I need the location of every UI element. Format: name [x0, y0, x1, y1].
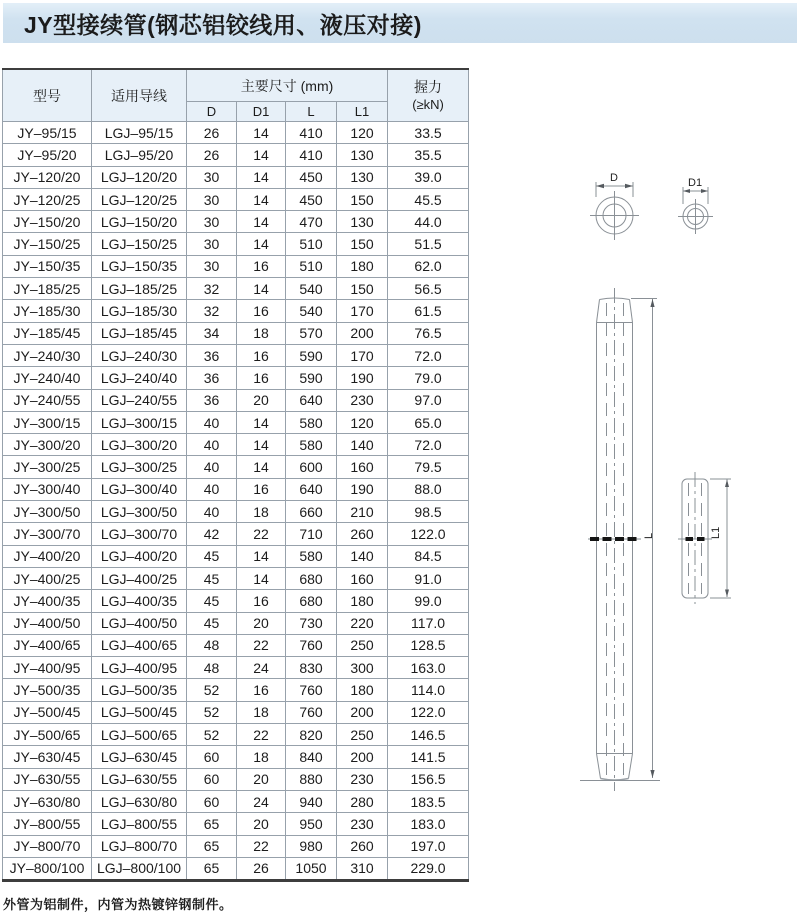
table-cell: 45 — [187, 545, 237, 567]
table-cell: 26 — [187, 122, 237, 144]
table-cell: 183.5 — [388, 790, 469, 812]
table-cell: 410 — [286, 122, 337, 144]
table-cell: LGJ–630/45 — [92, 746, 187, 768]
header-dim-l: L — [286, 102, 337, 122]
table-cell: 32 — [187, 300, 237, 322]
table-cell: 122.0 — [388, 701, 469, 723]
table-row — [3, 634, 469, 656]
label-l1: L1 — [710, 526, 722, 539]
table-cell: 36 — [187, 344, 237, 366]
header-dim-d: D — [187, 102, 237, 122]
table-cell: LGJ–500/65 — [92, 724, 187, 746]
table-cell: JY–120/20 — [3, 166, 92, 188]
table-cell: 980 — [286, 835, 337, 857]
table-row — [3, 679, 469, 701]
table-cell: 14 — [237, 144, 286, 166]
table-row — [3, 590, 469, 612]
table-cell: JY–400/25 — [3, 567, 92, 589]
table-cell: JY–300/15 — [3, 411, 92, 433]
table-cell: LGJ–400/35 — [92, 590, 187, 612]
table-cell: 65 — [187, 835, 237, 857]
table-row — [3, 857, 469, 880]
table-cell: LGJ–400/25 — [92, 567, 187, 589]
table-cell: 30 — [187, 166, 237, 188]
table-row — [3, 746, 469, 768]
table-cell: LGJ–500/45 — [92, 701, 187, 723]
footer-note: 外管为铝制件，内管为热镀锌钢制件。 — [3, 897, 233, 912]
table-cell: 97.0 — [388, 389, 469, 411]
table-cell: 40 — [187, 411, 237, 433]
table-cell: 170 — [337, 344, 388, 366]
table-cell: 52 — [187, 724, 237, 746]
table-row — [3, 122, 469, 144]
table-row — [3, 456, 469, 478]
table-cell: LGJ–150/35 — [92, 255, 187, 277]
table-cell: 14 — [237, 456, 286, 478]
table-cell: LGJ–300/40 — [92, 478, 187, 500]
table-cell: 310 — [337, 857, 388, 880]
table-cell: 114.0 — [388, 679, 469, 701]
table-cell: LGJ–185/25 — [92, 278, 187, 300]
table-cell: 32 — [187, 278, 237, 300]
table-cell: 33.5 — [388, 122, 469, 144]
table-cell: 45.5 — [388, 188, 469, 210]
table-row — [3, 188, 469, 210]
table-cell: 197.0 — [388, 835, 469, 857]
table-cell: JY–400/50 — [3, 612, 92, 634]
table-cell: 450 — [286, 166, 337, 188]
table-cell: 150 — [337, 233, 388, 255]
table-cell: 250 — [337, 724, 388, 746]
table-cell: 22 — [237, 835, 286, 857]
table-cell: 760 — [286, 701, 337, 723]
table-cell: 18 — [237, 746, 286, 768]
table-cell: 60 — [187, 790, 237, 812]
table-cell: LGJ–800/100 — [92, 857, 187, 880]
label-l: L — [643, 532, 655, 539]
table-cell: LGJ–95/15 — [92, 122, 187, 144]
table-cell: LGJ–120/20 — [92, 166, 187, 188]
table-cell: 20 — [237, 768, 286, 790]
table-cell: 260 — [337, 523, 388, 545]
table-cell: LGJ–240/30 — [92, 344, 187, 366]
header-dim-l1: L1 — [337, 102, 388, 122]
table-cell: LGJ–800/70 — [92, 835, 187, 857]
table-cell: 150 — [337, 278, 388, 300]
cross-section-d1-drawing — [678, 177, 713, 234]
table-cell: JY–95/15 — [3, 122, 92, 144]
table-cell: 410 — [286, 144, 337, 166]
table-cell: 14 — [237, 434, 286, 456]
table-cell: 163.0 — [388, 657, 469, 679]
header-conductor: 适用导线 — [92, 69, 187, 122]
table-cell: 840 — [286, 746, 337, 768]
page-title: JY型接续管(钢芯铝铰线用、液压对接) — [24, 11, 422, 38]
table-cell: 36 — [187, 367, 237, 389]
table-cell: 200 — [337, 701, 388, 723]
table-cell: 880 — [286, 768, 337, 790]
table-cell: 250 — [337, 634, 388, 656]
header-grip-line1: 握力 — [414, 78, 443, 95]
table-cell: 120 — [337, 411, 388, 433]
table-cell: JY–240/40 — [3, 367, 92, 389]
table-cell: 40 — [187, 434, 237, 456]
table-cell: JY–240/55 — [3, 389, 92, 411]
table-cell: 24 — [237, 790, 286, 812]
table-cell: 180 — [337, 679, 388, 701]
technical-drawing — [555, 150, 765, 811]
table-cell: JY–800/100 — [3, 857, 92, 880]
table-cell: 48 — [187, 657, 237, 679]
table-cell: 42 — [187, 523, 237, 545]
table-cell: 200 — [337, 322, 388, 344]
table-cell: JY–120/25 — [3, 188, 92, 210]
table-cell: 22 — [237, 724, 286, 746]
table-cell: 91.0 — [388, 567, 469, 589]
table-row — [3, 278, 469, 300]
table-cell: JY–500/35 — [3, 679, 92, 701]
table-cell: 510 — [286, 233, 337, 255]
table-cell: 730 — [286, 612, 337, 634]
table-row — [3, 657, 469, 679]
table-cell: 590 — [286, 367, 337, 389]
table-cell: JY–630/80 — [3, 790, 92, 812]
table-cell: 35.5 — [388, 144, 469, 166]
table-cell: 190 — [337, 367, 388, 389]
table-cell: LGJ–240/40 — [92, 367, 187, 389]
table-cell: JY–400/65 — [3, 634, 92, 656]
table-header — [3, 69, 469, 122]
table-row — [3, 300, 469, 322]
table-cell: 16 — [237, 367, 286, 389]
table-cell: 230 — [337, 813, 388, 835]
table-cell: JY–150/20 — [3, 211, 92, 233]
table-cell: JY–800/70 — [3, 835, 92, 857]
table-cell: LGJ–630/80 — [92, 790, 187, 812]
table-cell: 14 — [237, 567, 286, 589]
table-cell: 510 — [286, 255, 337, 277]
table-cell: 22 — [237, 634, 286, 656]
header-dim-d1: D1 — [237, 102, 286, 122]
table-cell: 220 — [337, 612, 388, 634]
table-cell: JY–300/40 — [3, 478, 92, 500]
table-cell: LGJ–300/25 — [92, 456, 187, 478]
table-cell: 760 — [286, 679, 337, 701]
table-row — [3, 813, 469, 835]
table-cell: 30 — [187, 255, 237, 277]
table-row — [3, 701, 469, 723]
table-cell: 79.5 — [388, 456, 469, 478]
table-cell: 79.0 — [388, 367, 469, 389]
table-cell: LGJ–300/50 — [92, 501, 187, 523]
table-cell: 130 — [337, 211, 388, 233]
table-cell: 16 — [237, 255, 286, 277]
table-cell: 34 — [187, 322, 237, 344]
cross-section-d-drawing — [590, 172, 639, 240]
table-cell: 580 — [286, 411, 337, 433]
table-cell: 1050 — [286, 857, 337, 880]
table-row — [3, 322, 469, 344]
table-cell: 24 — [237, 657, 286, 679]
table-cell: 16 — [237, 679, 286, 701]
spec-table — [2, 68, 469, 882]
table-row — [3, 233, 469, 255]
table-cell: 450 — [286, 188, 337, 210]
table-cell: JY–400/20 — [3, 545, 92, 567]
table-cell: LGJ–300/20 — [92, 434, 187, 456]
table-cell: 229.0 — [388, 857, 469, 880]
table-cell: LGJ–400/20 — [92, 545, 187, 567]
table-cell: 22 — [237, 523, 286, 545]
table-cell: 18 — [237, 701, 286, 723]
table-cell: 45 — [187, 612, 237, 634]
table-cell: 590 — [286, 344, 337, 366]
table-cell: 600 — [286, 456, 337, 478]
table-cell: JY–300/50 — [3, 501, 92, 523]
table-cell: JY–500/45 — [3, 701, 92, 723]
table-cell: 20 — [237, 612, 286, 634]
table-cell: JY–300/70 — [3, 523, 92, 545]
table-row — [3, 835, 469, 857]
table-cell: 190 — [337, 478, 388, 500]
table-row — [3, 344, 469, 366]
table-cell: 18 — [237, 322, 286, 344]
table-cell: LGJ–95/20 — [92, 144, 187, 166]
table-cell: 128.5 — [388, 634, 469, 656]
table-cell: JY–185/25 — [3, 278, 92, 300]
table-cell: 140 — [337, 545, 388, 567]
table-cell: 117.0 — [388, 612, 469, 634]
table-body — [3, 122, 469, 881]
table-cell: LGJ–300/15 — [92, 411, 187, 433]
table-cell: 40 — [187, 501, 237, 523]
table-cell: 122.0 — [388, 523, 469, 545]
title-bar — [3, 3, 797, 43]
table-cell: 18 — [237, 501, 286, 523]
table-cell: 14 — [237, 411, 286, 433]
table-cell: 760 — [286, 634, 337, 656]
table-cell: JY–800/55 — [3, 813, 92, 835]
table-row — [3, 768, 469, 790]
table-cell: 160 — [337, 567, 388, 589]
table-cell: 72.0 — [388, 344, 469, 366]
table-cell: LGJ–120/25 — [92, 188, 187, 210]
table-cell: 16 — [237, 300, 286, 322]
table-cell: 210 — [337, 501, 388, 523]
table-row — [3, 367, 469, 389]
table-cell: 40 — [187, 478, 237, 500]
table-cell: 180 — [337, 590, 388, 612]
table-cell: 200 — [337, 746, 388, 768]
table-cell: 52 — [187, 679, 237, 701]
table-cell: LGJ–300/70 — [92, 523, 187, 545]
table-row — [3, 434, 469, 456]
table-cell: LGJ–630/55 — [92, 768, 187, 790]
table-cell: 14 — [237, 545, 286, 567]
table-cell: JY–95/20 — [3, 144, 92, 166]
table-cell: JY–185/45 — [3, 322, 92, 344]
table-row — [3, 501, 469, 523]
table-cell: 52 — [187, 701, 237, 723]
table-cell: 99.0 — [388, 590, 469, 612]
table-row — [3, 724, 469, 746]
table-cell: 680 — [286, 567, 337, 589]
table-cell: 940 — [286, 790, 337, 812]
header-grip-force — [388, 69, 469, 122]
table-cell: LGJ–150/25 — [92, 233, 187, 255]
table-cell: 30 — [187, 211, 237, 233]
table-cell: 88.0 — [388, 478, 469, 500]
table-cell: 36 — [187, 389, 237, 411]
table-cell: 39.0 — [388, 166, 469, 188]
table-cell: 140 — [337, 434, 388, 456]
table-cell: 710 — [286, 523, 337, 545]
table-cell: 62.0 — [388, 255, 469, 277]
table-cell: 84.5 — [388, 545, 469, 567]
table-cell: 14 — [237, 188, 286, 210]
table-cell: 26 — [237, 857, 286, 880]
table-cell: 65 — [187, 813, 237, 835]
table-row — [3, 545, 469, 567]
table-cell: 51.5 — [388, 233, 469, 255]
table-cell: 72.0 — [388, 434, 469, 456]
table-cell: 150 — [337, 188, 388, 210]
table-cell: LGJ–185/30 — [92, 300, 187, 322]
table-cell: LGJ–240/55 — [92, 389, 187, 411]
table-row — [3, 567, 469, 589]
table-cell: 146.5 — [388, 724, 469, 746]
table-cell: JY–150/35 — [3, 255, 92, 277]
table-row — [3, 211, 469, 233]
table-cell: LGJ–400/65 — [92, 634, 187, 656]
table-cell: 45 — [187, 567, 237, 589]
table-cell: 160 — [337, 456, 388, 478]
table-cell: 30 — [187, 188, 237, 210]
table-cell: JY–400/95 — [3, 657, 92, 679]
table-row — [3, 790, 469, 812]
table-cell: JY–500/65 — [3, 724, 92, 746]
table-cell: 130 — [337, 144, 388, 166]
table-cell: 830 — [286, 657, 337, 679]
table-cell: 580 — [286, 434, 337, 456]
header-model: 型号 — [3, 69, 92, 122]
table-cell: 14 — [237, 122, 286, 144]
table-cell: 950 — [286, 813, 337, 835]
table-cell: 14 — [237, 211, 286, 233]
table-row — [3, 612, 469, 634]
table-cell: 820 — [286, 724, 337, 746]
sleeve-tube-long-drawing — [580, 288, 660, 791]
table-cell: JY–150/25 — [3, 233, 92, 255]
table-cell: 30 — [187, 233, 237, 255]
table-row — [3, 255, 469, 277]
inner-tube-short-drawing — [678, 472, 731, 604]
table-cell: 16 — [237, 478, 286, 500]
table-cell: JY–400/35 — [3, 590, 92, 612]
table-cell: 170 — [337, 300, 388, 322]
header-dimensions-group: 主要尺寸 (mm) — [187, 69, 388, 102]
table-cell: 640 — [286, 389, 337, 411]
header-grip-line2: (≥kN) — [412, 96, 444, 112]
table-cell: 76.5 — [388, 322, 469, 344]
table-row — [3, 166, 469, 188]
table-cell: 280 — [337, 790, 388, 812]
table-cell: 45 — [187, 590, 237, 612]
table-cell: 65.0 — [388, 411, 469, 433]
label-d1: D1 — [688, 177, 703, 189]
table-cell: 230 — [337, 389, 388, 411]
table-cell: 60 — [187, 768, 237, 790]
table-cell: LGJ–400/50 — [92, 612, 187, 634]
table-cell: 470 — [286, 211, 337, 233]
table-cell: 180 — [337, 255, 388, 277]
table-cell: LGJ–500/35 — [92, 679, 187, 701]
table-cell: 16 — [237, 590, 286, 612]
table-cell: 16 — [237, 344, 286, 366]
table-cell: 20 — [237, 389, 286, 411]
table-cell: 40 — [187, 456, 237, 478]
table-cell: 540 — [286, 300, 337, 322]
table-cell: 300 — [337, 657, 388, 679]
table-cell: 44.0 — [388, 211, 469, 233]
table-cell: 141.5 — [388, 746, 469, 768]
table-cell: JY–300/20 — [3, 434, 92, 456]
label-d: D — [610, 172, 618, 184]
table-cell: 14 — [237, 233, 286, 255]
table-cell: 570 — [286, 322, 337, 344]
table-cell: 48 — [187, 634, 237, 656]
table-cell: 260 — [337, 835, 388, 857]
table-cell: 660 — [286, 501, 337, 523]
table-cell: 640 — [286, 478, 337, 500]
table-cell: JY–240/30 — [3, 344, 92, 366]
table-cell: JY–300/25 — [3, 456, 92, 478]
table-cell: 60 — [187, 746, 237, 768]
table-cell: 580 — [286, 545, 337, 567]
table-cell: 130 — [337, 166, 388, 188]
table-cell: LGJ–400/95 — [92, 657, 187, 679]
table-cell: 230 — [337, 768, 388, 790]
table-row — [3, 411, 469, 433]
table-row — [3, 389, 469, 411]
table-cell: LGJ–150/20 — [92, 211, 187, 233]
table-cell: JY–185/30 — [3, 300, 92, 322]
table-cell: JY–630/45 — [3, 746, 92, 768]
table-cell: LGJ–185/45 — [92, 322, 187, 344]
table-cell: 14 — [237, 278, 286, 300]
table-row — [3, 144, 469, 166]
table-cell: 56.5 — [388, 278, 469, 300]
table-cell: LGJ–800/55 — [92, 813, 187, 835]
table-cell: 120 — [337, 122, 388, 144]
table-cell: 61.5 — [388, 300, 469, 322]
table-row — [3, 523, 469, 545]
table-cell: 26 — [187, 144, 237, 166]
table-cell: 14 — [237, 166, 286, 188]
table-cell: 540 — [286, 278, 337, 300]
table-cell: JY–630/55 — [3, 768, 92, 790]
table-cell: 98.5 — [388, 501, 469, 523]
table-cell: 156.5 — [388, 768, 469, 790]
table-cell: 680 — [286, 590, 337, 612]
table-cell: 65 — [187, 857, 237, 880]
table-cell: 183.0 — [388, 813, 469, 835]
table-cell: 20 — [237, 813, 286, 835]
table-row — [3, 478, 469, 500]
